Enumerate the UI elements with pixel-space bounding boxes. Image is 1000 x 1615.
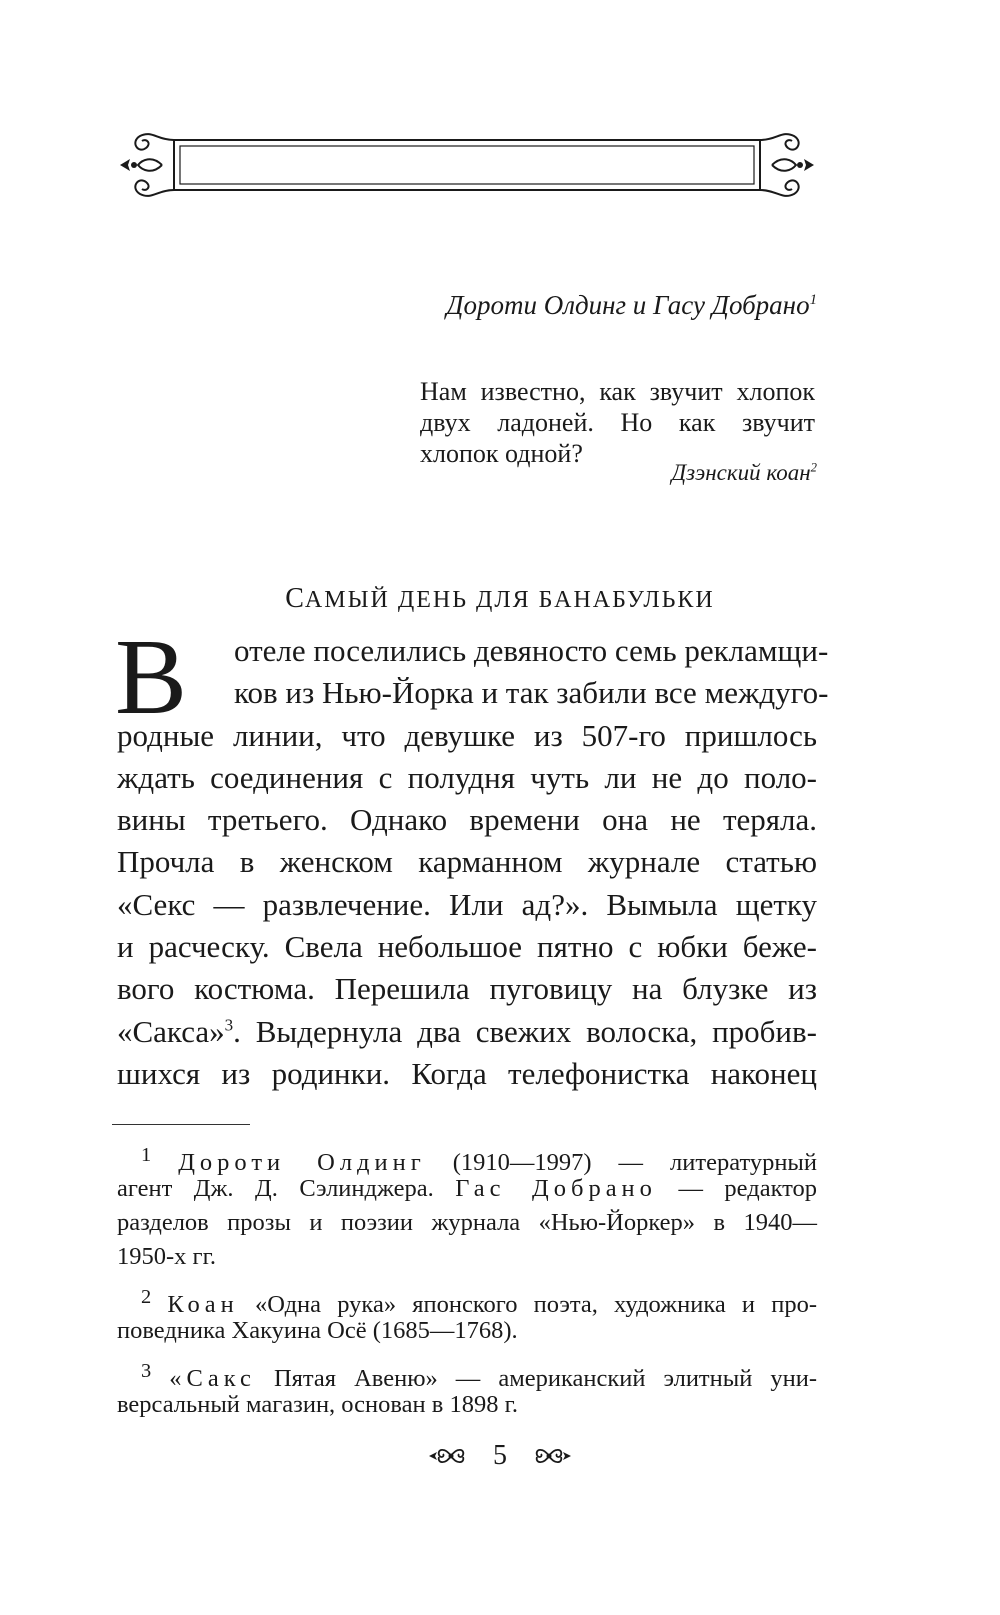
footnote-1-line: [117, 1172, 817, 1206]
epigraph-source: [672, 460, 818, 486]
saks-note-ref: 3: [224, 1015, 234, 1035]
page-footer: [0, 1440, 1000, 1472]
footnote-2-line: [117, 1280, 818, 1319]
dedication-text: Дороти Олдинг и Гасу Добрано: [446, 290, 810, 320]
epigraph: Нам известно, как звучит хлопок двух ладоней. Но как звучит хлопок одной?: [420, 377, 815, 468]
flourish-right-icon: [525, 1443, 573, 1469]
body-line: [117, 1011, 817, 1053]
body-line: ждать соединения с полудня чуть ли не до поло-: [117, 759, 817, 795]
epigraph-note-ref: 2: [810, 460, 817, 475]
footnote-1-line: разделов прозы и поэзии журнала «Нью-Йоркер» в 1940—: [117, 1209, 817, 1236]
body-text: [115, 618, 829, 1095]
footnote-2-number: 2: [141, 1286, 152, 1308]
flourish-left-icon: [427, 1443, 475, 1469]
body-line: вого костюма. Перешила пуговицу на блузке из: [117, 971, 817, 1007]
footnote-1-line: [117, 1138, 818, 1177]
footnote-3-text: Пятая Авеню» — американский элитный уни-: [273, 1365, 817, 1393]
epigraph-source-text: Дзэнский коан: [671, 460, 811, 485]
body-line: Прочла в женском карманном журнале статью: [117, 844, 817, 880]
footnote-1-name: Гас Добрано: [455, 1175, 657, 1202]
footnote-rule: [112, 1124, 250, 1125]
body-line-part: . Выдернула два свежих волоска, пробив-: [233, 1013, 817, 1049]
body-line: «Секс — развлечение. Или ад?». Вымыла щетку: [117, 886, 817, 922]
drop-cap: В: [115, 618, 188, 737]
footnote-3-name: «Сакс: [169, 1365, 256, 1393]
page-number: 5: [493, 1440, 507, 1471]
footnote-1-name: Дороти Олдинг: [178, 1149, 426, 1177]
body-line: и расческу. Свела небольшое пятно с юбки беже-: [117, 929, 817, 965]
footnote-1-text: агент Дж. Д. Сэлинджера.: [117, 1175, 434, 1202]
body-line: вины третьего. Однако времени она не теряла.: [117, 802, 817, 838]
dedication-note-ref: 1: [809, 292, 817, 308]
footnote-1-text: — редактор: [678, 1175, 818, 1202]
body-line: отеле поселились девяносто семь рекламщи-: [234, 633, 829, 668]
body-line-part: «Сакса»: [117, 1013, 225, 1049]
footnote-1-number: 1: [141, 1144, 152, 1166]
body-line: ков из Нью-Йорка и так забили все междуго-: [234, 675, 829, 711]
footnotes: [117, 1138, 817, 1422]
footnote-1-line: 1950-х гг.: [117, 1243, 216, 1270]
body-line: шихся из родинки. Когда телефонистка наконец: [117, 1055, 817, 1091]
body-line: родные линии, что девушке из 507-го пришлось: [117, 717, 817, 753]
header-ornament-icon: [112, 130, 822, 200]
footnote-3-line: [117, 1354, 817, 1393]
footnote-2-name: Коан: [167, 1291, 239, 1319]
footnote-2-line: поведника Хакуина Осё (1685—1768).: [117, 1317, 518, 1344]
chapter-title: [0, 583, 1000, 615]
dedication: [446, 290, 817, 321]
footnote-1-text: (1910—1997) — литературный: [452, 1149, 818, 1177]
footnote-3-line: версальный магазин, основан в 1898 г.: [117, 1391, 518, 1418]
chapter-title-cap: С: [285, 583, 305, 614]
footnote-2-text: «Одна рука» японского поэта, художника и про-: [254, 1291, 818, 1319]
chapter-title-rest: АМЫЙ ДЕНЬ ДЛЯ БАНАБУЛЬКИ: [304, 587, 715, 613]
footnote-3-number: 3: [141, 1360, 152, 1382]
